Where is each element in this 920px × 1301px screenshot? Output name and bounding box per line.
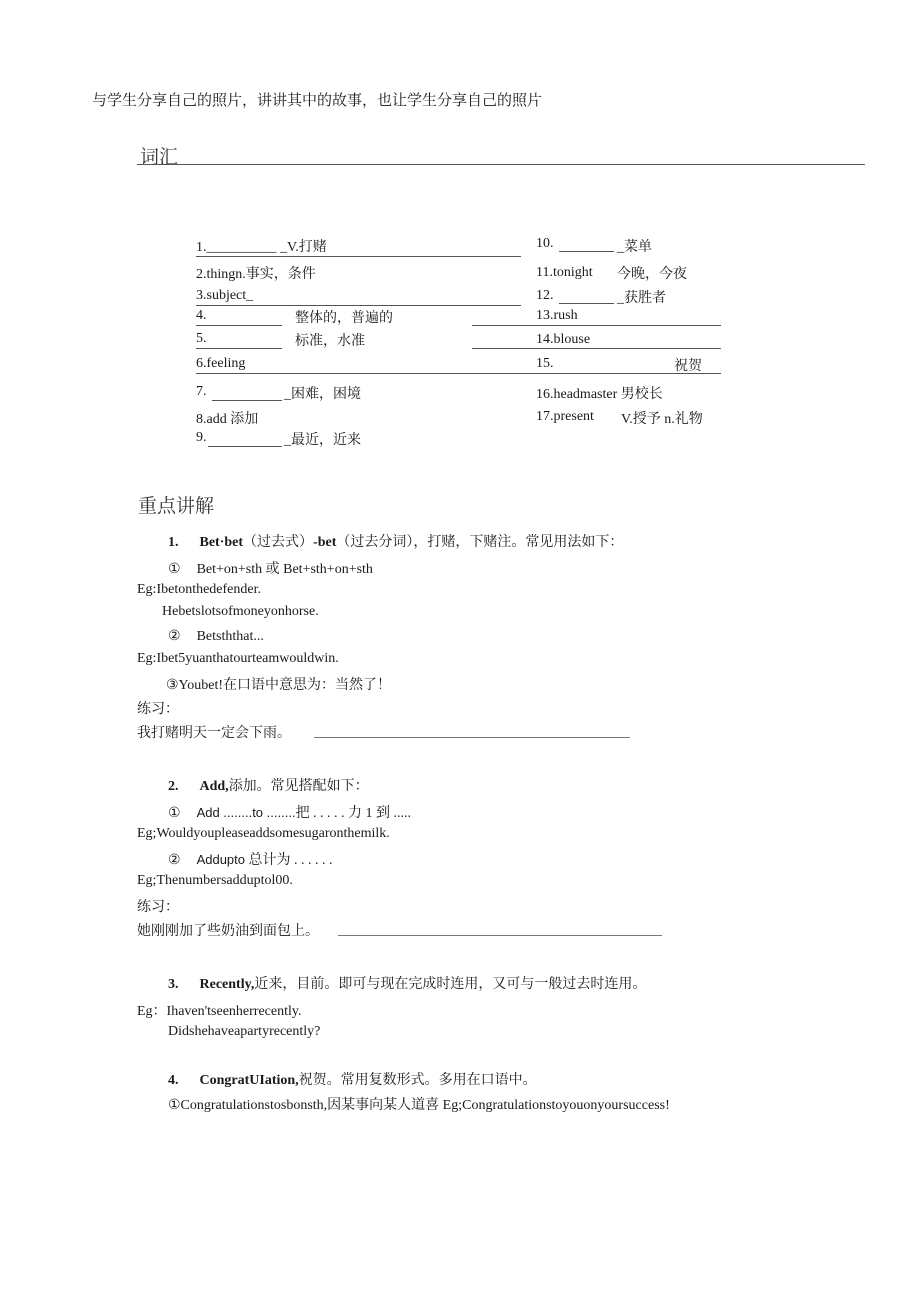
vocab-rule (196, 256, 521, 257)
section-1-usage-3: ③Youbet!在口语中意思为：当然了！ (166, 678, 392, 693)
vocab-item-5-def: 标准，水准 (295, 334, 365, 349)
section-2-practice-label: 练习： (137, 900, 179, 915)
section-1-example-2: Hebetslotsofmoneyonhorse. (162, 604, 319, 619)
section-3-word: Recently, (199, 977, 255, 992)
section-1-text-b: （过去分词），打赌，下赌注。常见用法如下： (336, 533, 624, 549)
vocab-rule (472, 325, 721, 326)
section-2-usage-1 (168, 802, 411, 822)
vocab-blank (559, 303, 614, 304)
section-3-example-1: Eg：Ihaven'tseenherrecently. (137, 1004, 302, 1019)
section-4-text: 祝贺。常用复数形式。多用在口语中。 (298, 1071, 537, 1087)
vocab-item-4-def: 整体的，普遍的 (295, 311, 393, 326)
vocab-blank (212, 400, 282, 401)
answer-blank[interactable] (314, 737, 630, 738)
circled-2: ② (168, 853, 181, 868)
section-3-num: 3. (168, 977, 179, 992)
section-1-word2: -bet (313, 535, 337, 550)
vocab-item-7-def: _困难，困境 (284, 387, 361, 402)
vocab-item-12-num: 12. (536, 288, 554, 303)
section-1-example-1: Eg:Ibetonthedefender. (137, 582, 262, 597)
vocab-rule (196, 305, 521, 306)
vocab-item-13: 13.rush (536, 308, 578, 323)
vocab-item-11-word: 11.tonight (536, 265, 593, 280)
vocab-item-7-num: 7. (196, 384, 207, 399)
vocab-title: 词汇 (140, 147, 179, 168)
section-1-usage-2 (168, 628, 264, 645)
vocab-item-8: 8.add 添加 (196, 412, 259, 427)
vocab-item-9-def: _最近，近来 (284, 433, 361, 448)
section-1-example-3: Eg:Ibet5yuanthatourteamwouldwin. (137, 651, 339, 666)
vocab-item-4-num: 4. (196, 308, 207, 323)
answer-blank[interactable] (338, 935, 662, 936)
section-2-example-1: Eg;Wouldyoupleaseaddsomesugaronthemilk. (137, 826, 390, 841)
circled-1: ① (168, 562, 181, 577)
usage-meaning: 把 . . . . . 力 1 到 ..... (295, 806, 412, 821)
vocab-item-1: 1.__________ _V.打赌 (196, 240, 327, 255)
vocab-blank (196, 348, 282, 349)
vocab-rule (196, 373, 721, 374)
section-2-practice-task: 她刚刚加了些奶油到面包上。 (137, 924, 319, 939)
vocab-item-3: 3.subject_ (196, 288, 254, 303)
intro-text: 与学生分享自己的照片，讲讲其中的故事，也让学生分享自己的照片 (92, 92, 543, 109)
section-1-word: Bet·bet (199, 535, 244, 550)
vocab-item-5-num: 5. (196, 331, 207, 346)
vocab-item-10-def: _菜单 (617, 240, 652, 255)
section-2-text: 添加。常见搭配如下： (228, 777, 369, 793)
section-2-heading (168, 775, 369, 795)
section-4-num: 4. (168, 1073, 179, 1088)
section-1-usage-1 (168, 558, 373, 578)
vocab-item-11-def: 今晚，今夜 (617, 267, 687, 282)
vocab-rule (472, 348, 721, 349)
section-1-practice-task: 我打赌明天一定会下雨。 (137, 726, 291, 741)
vocab-item-2: 2.thingn.事实，条件 (196, 267, 316, 282)
section-3-heading (168, 973, 646, 993)
usage-meaning: 因某事向某人道喜 Eg;Congratulationstoyouonyoursuccess! (327, 1098, 670, 1113)
section-2-num: 2. (168, 779, 179, 794)
vocab-title-rule (137, 164, 865, 165)
vocab-blank (559, 251, 614, 252)
key-points-title: 重点讲解 (138, 496, 215, 517)
circled-1: ① (168, 806, 181, 821)
usage-text: Betsththat... (196, 629, 264, 644)
vocab-item-17-word: 17.present (536, 409, 594, 424)
section-4-word: CongratUIation, (199, 1073, 299, 1088)
section-1-heading (168, 531, 623, 551)
usage-text: Add ........to ........ (196, 805, 296, 820)
vocab-item-16: 16.headmaster 男校长 (536, 387, 663, 402)
vocab-item-6: 6.feeling (196, 356, 246, 371)
section-1-text-a: （过去式） (243, 533, 314, 549)
vocab-item-12-def: _获胜者 (617, 291, 666, 306)
usage-meaning: 总计为 . . . . . . (248, 853, 333, 868)
section-2-word: Add, (199, 779, 229, 794)
vocab-item-14: 14.blouse (536, 332, 591, 347)
vocab-item-9-num: 9. (196, 430, 207, 445)
section-2-example-2: Eg;Thenumbersadduptol00. (137, 873, 293, 888)
section-1-num: 1. (168, 535, 179, 550)
section-3-example-2: Didshehaveapartyrecently? (168, 1024, 321, 1039)
section-3-text: 近来，目前。即可与现在完成时连用，又可与一般过去时连用。 (254, 975, 647, 991)
section-4-usage-1 (168, 1094, 670, 1114)
vocab-item-10-num: 10. (536, 236, 554, 251)
vocab-item-15-def: 祝贺 (674, 359, 702, 374)
section-1-practice-label: 练习： (137, 702, 179, 717)
section-2-usage-2 (168, 849, 333, 869)
section-4-heading (168, 1069, 537, 1089)
vocab-blank (208, 446, 282, 447)
vocab-item-17-def: V.授予 n.礼物 (621, 412, 703, 427)
usage-text: Addupto (196, 852, 245, 867)
vocab-blank (196, 325, 282, 326)
circled-2: ② (168, 629, 181, 644)
usage-text: Bet+on+sth 或 Bet+sth+on+sth (196, 562, 373, 577)
vocab-item-15-num: 15. (536, 356, 554, 371)
usage-text: ①Congratulationstosbonsth, (168, 1098, 328, 1113)
